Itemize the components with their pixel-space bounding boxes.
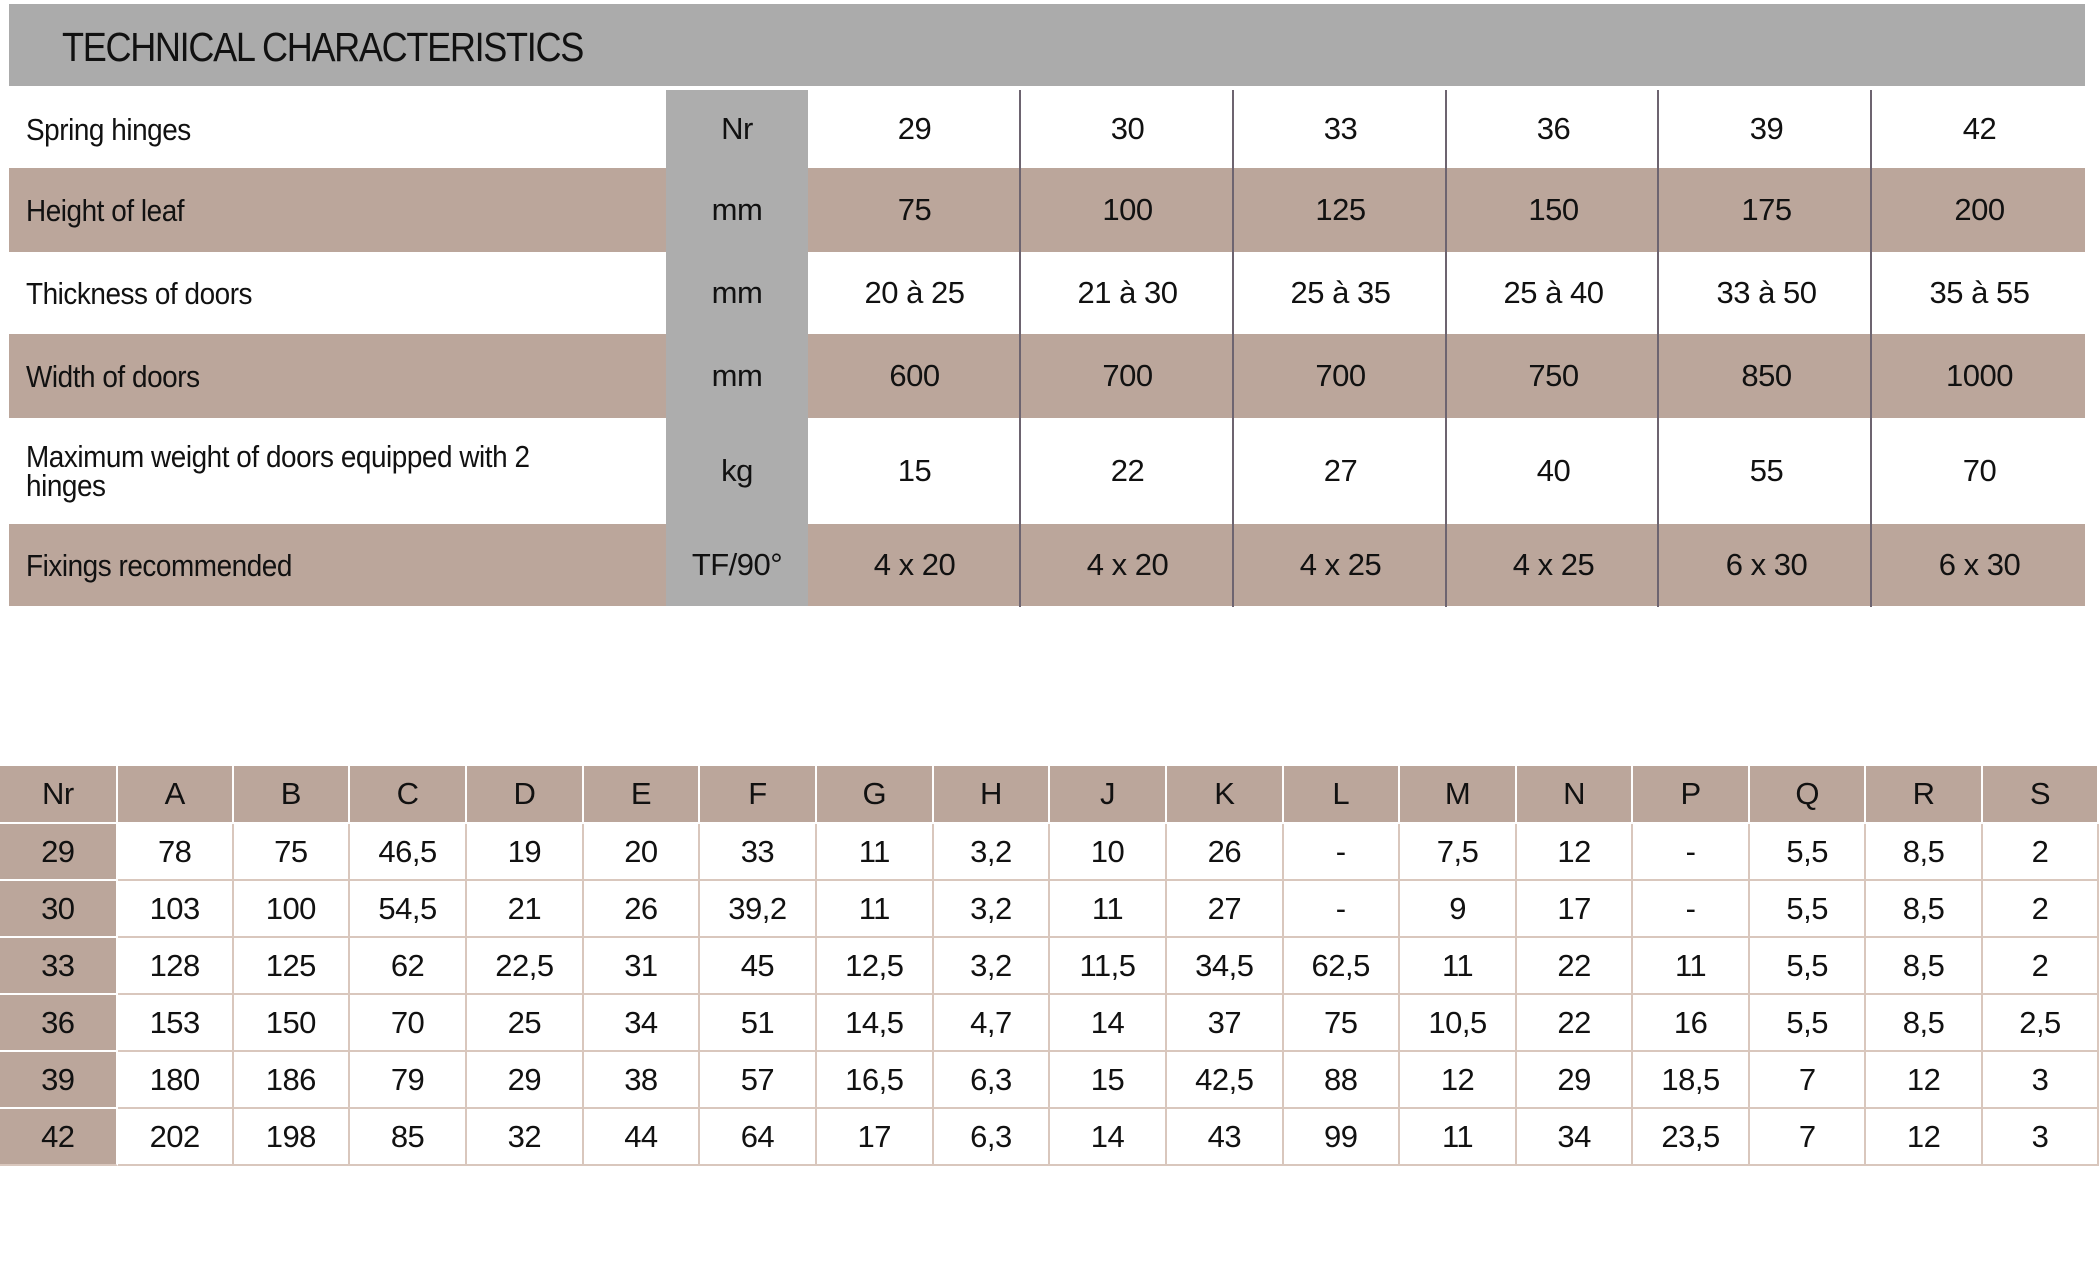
- dimension-cell: -: [1633, 824, 1750, 881]
- spec-cell: 40: [1536, 453, 1571, 488]
- spec-row-unit: TF/90°: [666, 524, 808, 606]
- spec-cell: 100: [1102, 192, 1153, 227]
- dimension-cell: 33: [700, 824, 816, 881]
- dimension-cell: 88: [1284, 1052, 1400, 1109]
- dimension-cell: 34: [1517, 1109, 1633, 1166]
- dimension-cell: 186: [234, 1052, 350, 1109]
- dimension-header-cell: E: [584, 766, 701, 824]
- dimension-cell: 78: [118, 824, 234, 881]
- dimension-cell: 32: [467, 1109, 583, 1166]
- dimension-cell: 103: [118, 881, 234, 938]
- dimension-header-cell: N: [1517, 766, 1633, 824]
- dimension-cell: 12: [1866, 1052, 1983, 1109]
- title-bar: [9, 4, 2085, 86]
- dimension-cell: 11: [817, 881, 934, 938]
- dimension-cell: 2,5: [1983, 995, 2099, 1052]
- dimension-header-cell: R: [1866, 766, 1983, 824]
- spec-cell: 700: [1102, 358, 1153, 393]
- spec-row-label: [26, 334, 646, 418]
- spec-cell: 35 à 55: [1929, 275, 2030, 310]
- dimension-cell: 10,5: [1400, 995, 1517, 1052]
- dimension-row-head: 29: [0, 824, 118, 881]
- spec-row-label-text: Fixings recommended: [26, 547, 292, 583]
- dimension-cell: 54,5: [350, 881, 467, 938]
- dimension-cell: 100: [234, 881, 350, 938]
- dimension-cell: 125: [234, 938, 350, 995]
- spec-row-label-text: Width of doors: [26, 358, 200, 394]
- dimension-cell: 11,5: [1050, 938, 1167, 995]
- dimension-cell: 11: [817, 824, 934, 881]
- spec-cell: 750: [1528, 358, 1579, 393]
- spec-cell: 175: [1741, 192, 1792, 227]
- spec-row-unit: kg: [666, 418, 808, 524]
- dimension-cell: 11: [1050, 881, 1167, 938]
- spec-row-unit: Nr: [666, 90, 808, 168]
- dimension-cell: 198: [234, 1109, 350, 1166]
- spec-row-unit: mm: [666, 252, 808, 334]
- spec-cell: 39: [1749, 111, 1784, 146]
- spec-cell: 15: [897, 453, 932, 488]
- dimension-cell: 64: [700, 1109, 816, 1166]
- dimension-cell: 70: [350, 995, 467, 1052]
- dimensions-row: [0, 1109, 2099, 1166]
- dimension-cell: 19: [467, 824, 583, 881]
- dimension-row-head: 30: [0, 881, 118, 938]
- column-separator: [1232, 90, 1234, 607]
- spec-cell: 75: [897, 192, 932, 227]
- dimension-cell: 37: [1167, 995, 1283, 1052]
- spec-cell: 4 x 25: [1512, 547, 1595, 582]
- dimension-header-cell: C: [350, 766, 467, 824]
- dimension-cell: 12: [1517, 824, 1633, 881]
- dimension-cell: 14: [1050, 1109, 1167, 1166]
- dimension-cell: 18,5: [1633, 1052, 1750, 1109]
- dimension-cell: 12,5: [817, 938, 934, 995]
- dimensions-row: [0, 1052, 2099, 1109]
- spec-cell: 55: [1749, 453, 1784, 488]
- spec-row: [9, 524, 2085, 606]
- technical-characteristics-table: [9, 90, 2085, 606]
- spec-cell: 33 à 50: [1716, 275, 1817, 310]
- dimension-cell: 25: [467, 995, 583, 1052]
- dimension-cell: 2: [1983, 824, 2099, 881]
- spec-row: [9, 334, 2085, 418]
- dimension-header-cell: S: [1983, 766, 2099, 824]
- spec-row: [9, 90, 2085, 168]
- dimension-cell: 128: [118, 938, 234, 995]
- dimension-cell: 38: [584, 1052, 701, 1109]
- dimension-cell: 6,3: [934, 1109, 1050, 1166]
- dimension-cell: 8,5: [1866, 995, 1983, 1052]
- dimension-header-cell: J: [1050, 766, 1167, 824]
- spec-cell: 21 à 30: [1077, 275, 1178, 310]
- dimension-header-cell: D: [467, 766, 583, 824]
- dimension-cell: 7: [1750, 1052, 1866, 1109]
- dimension-header-cell: L: [1284, 766, 1400, 824]
- column-separator: [1019, 90, 1021, 607]
- spec-row-label: [26, 252, 646, 334]
- dimension-cell: 3: [1983, 1052, 2099, 1109]
- dimension-cell: 2: [1983, 938, 2099, 995]
- dimensions-header-row: [0, 766, 2099, 824]
- dimension-cell: 34,5: [1167, 938, 1283, 995]
- dimension-cell: 3,2: [934, 824, 1050, 881]
- dimension-cell: 12: [1866, 1109, 1983, 1166]
- dimension-cell: 150: [234, 995, 350, 1052]
- dimension-cell: 51: [700, 995, 816, 1052]
- dimension-cell: 14,5: [817, 995, 934, 1052]
- spec-cell: 25 à 35: [1290, 275, 1391, 310]
- dimension-cell: 45: [700, 938, 816, 995]
- dimension-cell: 202: [118, 1109, 234, 1166]
- dimension-header-cell: A: [118, 766, 234, 824]
- dimension-cell: 8,5: [1866, 938, 1983, 995]
- spec-cell: 1000: [1946, 358, 2013, 393]
- dimension-row-head: 33: [0, 938, 118, 995]
- dimensions-table: [0, 766, 2099, 1166]
- column-separator: [1870, 90, 1872, 607]
- dimension-cell: -: [1284, 881, 1400, 938]
- spec-cell: 29: [897, 111, 932, 146]
- spec-cell: 30: [1110, 111, 1145, 146]
- dimension-cell: 31: [584, 938, 701, 995]
- spec-cell: 27: [1323, 453, 1358, 488]
- dimension-cell: 8,5: [1866, 881, 1983, 938]
- dimension-header-cell: K: [1167, 766, 1283, 824]
- dimension-cell: 22,5: [467, 938, 583, 995]
- dimensions-row: [0, 881, 2099, 938]
- spec-cell: 33: [1323, 111, 1358, 146]
- dimension-cell: 8,5: [1866, 824, 1983, 881]
- spec-cell: 20 à 25: [864, 275, 965, 310]
- dimension-cell: 11: [1400, 938, 1517, 995]
- spec-cell: 22: [1110, 453, 1145, 488]
- spec-row-label: [26, 90, 646, 168]
- spec-cell: 4 x 20: [1086, 547, 1169, 582]
- dimension-cell: 180: [118, 1052, 234, 1109]
- spec-cell: 42: [1962, 111, 1997, 146]
- dimension-cell: 99: [1284, 1109, 1400, 1166]
- column-separator: [1445, 90, 1447, 607]
- dimension-header-cell: Nr: [0, 766, 118, 824]
- dimension-cell: 4,7: [934, 995, 1050, 1052]
- spec-row-label: [26, 524, 646, 606]
- dimension-header-cell: M: [1400, 766, 1517, 824]
- spec-row: [9, 418, 2085, 524]
- spec-cell: 36: [1536, 111, 1571, 146]
- dimension-cell: 29: [467, 1052, 583, 1109]
- dimension-cell: 85: [350, 1109, 467, 1166]
- dimension-cell: 10: [1050, 824, 1167, 881]
- dimension-row-head: 36: [0, 995, 118, 1052]
- dimension-header-cell: Q: [1750, 766, 1866, 824]
- spec-cell: 4 x 25: [1299, 547, 1382, 582]
- dimension-cell: 11: [1633, 938, 1750, 995]
- dimension-cell: 14: [1050, 995, 1167, 1052]
- dimension-header-cell: P: [1633, 766, 1750, 824]
- dimension-cell: 75: [1284, 995, 1400, 1052]
- dimension-header-cell: H: [934, 766, 1050, 824]
- dimension-cell: 20: [584, 824, 701, 881]
- spec-cell: 6 x 30: [1725, 547, 1808, 582]
- column-separator: [1657, 90, 1659, 607]
- dimension-cell: 22: [1517, 938, 1633, 995]
- spec-cell: 70: [1962, 453, 1997, 488]
- page-title: TECHNICAL CHARACTERISTICS: [62, 24, 583, 70]
- dimension-cell: 62: [350, 938, 467, 995]
- dimension-cell: 46,5: [350, 824, 467, 881]
- spec-cell: 150: [1528, 192, 1579, 227]
- dimension-cell: 7: [1750, 1109, 1866, 1166]
- dimension-cell: 79: [350, 1052, 467, 1109]
- dimension-cell: 42,5: [1167, 1052, 1283, 1109]
- dimension-header-cell: G: [817, 766, 934, 824]
- dimension-cell: 23,5: [1633, 1109, 1750, 1166]
- dimension-header-cell: B: [234, 766, 350, 824]
- spec-cell: 25 à 40: [1503, 275, 1604, 310]
- dimension-cell: 29: [1517, 1052, 1633, 1109]
- dimension-cell: 5,5: [1750, 938, 1866, 995]
- spec-cell: 850: [1741, 358, 1792, 393]
- spec-row: [9, 252, 2085, 334]
- spec-row-unit: mm: [666, 168, 808, 252]
- dimension-cell: 153: [118, 995, 234, 1052]
- dimension-cell: 27: [1167, 881, 1283, 938]
- dimension-cell: -: [1633, 881, 1750, 938]
- dimension-cell: 9: [1400, 881, 1517, 938]
- spec-row-label-text: Thickness of doors: [26, 275, 253, 311]
- spec-row-label-text: Maximum weight of doors equipped with 2 hinges: [26, 439, 530, 503]
- spec-cell: 125: [1315, 192, 1366, 227]
- dimension-cell: 5,5: [1750, 995, 1866, 1052]
- dimension-cell: 75: [234, 824, 350, 881]
- spec-row-label-text: Height of leaf: [26, 192, 185, 228]
- spec-row-unit: mm: [666, 334, 808, 418]
- dimension-cell: 21: [467, 881, 583, 938]
- dimensions-row: [0, 824, 2099, 881]
- spec-row: [9, 168, 2085, 252]
- dimension-cell: 17: [1517, 881, 1633, 938]
- spec-cell: 200: [1954, 192, 2005, 227]
- spec-row-label-text: Spring hinges: [26, 111, 191, 147]
- dimension-row-head: 42: [0, 1109, 118, 1166]
- spec-row-label: [26, 418, 646, 524]
- dimension-cell: 3,2: [934, 881, 1050, 938]
- dimension-cell: 3,2: [934, 938, 1050, 995]
- dimension-cell: 16: [1633, 995, 1750, 1052]
- dimension-cell: 5,5: [1750, 881, 1866, 938]
- spec-cell: 4 x 20: [873, 547, 956, 582]
- dimension-cell: 62,5: [1284, 938, 1400, 995]
- spec-cell: 700: [1315, 358, 1366, 393]
- dimension-cell: -: [1284, 824, 1400, 881]
- dimension-cell: 16,5: [817, 1052, 934, 1109]
- dimension-cell: 15: [1050, 1052, 1167, 1109]
- dimension-cell: 39,2: [700, 881, 816, 938]
- spec-row-label: [26, 168, 646, 252]
- dimension-cell: 5,5: [1750, 824, 1866, 881]
- dimension-cell: 2: [1983, 881, 2099, 938]
- dimension-cell: 6,3: [934, 1052, 1050, 1109]
- dimension-cell: 57: [700, 1052, 816, 1109]
- dimension-cell: 12: [1400, 1052, 1517, 1109]
- dimension-cell: 3: [1983, 1109, 2099, 1166]
- dimensions-row: [0, 938, 2099, 995]
- spec-cell: 6 x 30: [1938, 547, 2021, 582]
- dimension-cell: 26: [584, 881, 701, 938]
- dimension-cell: 44: [584, 1109, 701, 1166]
- spec-cell: 600: [889, 358, 940, 393]
- dimension-cell: 17: [817, 1109, 934, 1166]
- dimension-cell: 11: [1400, 1109, 1517, 1166]
- dimension-cell: 22: [1517, 995, 1633, 1052]
- dimension-cell: 7,5: [1400, 824, 1517, 881]
- dimension-cell: 26: [1167, 824, 1283, 881]
- dimension-row-head: 39: [0, 1052, 118, 1109]
- dimension-cell: 34: [584, 995, 701, 1052]
- dimension-header-cell: F: [700, 766, 816, 824]
- dimensions-row: [0, 995, 2099, 1052]
- dimension-cell: 43: [1167, 1109, 1283, 1166]
